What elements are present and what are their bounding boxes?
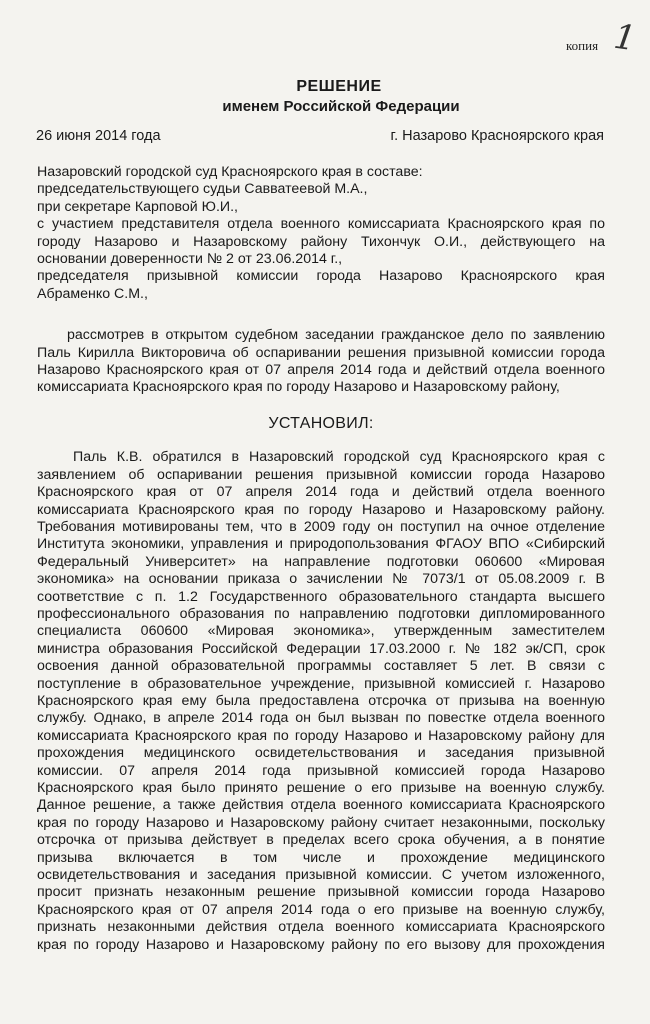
text-line: просит признать незаконным решение призывной комиссии города Назарово [37, 884, 605, 901]
text-line: признать незаконными действия отдела военного комиссариата Красноярского [37, 919, 605, 936]
text-line: призыва включается в том числе и прохождение медицинского [37, 849, 605, 866]
decision-place: г. Назарово Красноярского края [390, 128, 604, 144]
dateline [36, 128, 604, 144]
text-line: поступление в образовательное учреждение, призывной комиссией г. Назарово [37, 675, 605, 692]
text-line: председателя призывной комиссии города Назарово Красноярского края [37, 268, 605, 285]
text-line: основании доверенности № 2 от 23.06.2014 г., [37, 251, 343, 268]
text-line: службу. Однако, в апреле 2014 года он был вызван по повестке отдела военного [37, 710, 605, 727]
text-line: комиссариата Красноярского края по городу Назарово и Назаровскому району, [37, 379, 560, 396]
document-title [0, 78, 650, 115]
title-subtitle: именем Российской Федерации [222, 98, 460, 115]
text-line: Абраменко С.М., [37, 285, 148, 302]
text-line: городу Назарово и Назаровскому району Тихончук О.И., действующего на [37, 233, 605, 250]
title-main: РЕШЕНИЕ [296, 78, 382, 95]
text-line: Красноярского края от 07 апреля 2014 года о его призыве на военную службу, [37, 901, 605, 918]
text-line: экономика» на основании приказа о зачислении № 7073/1 от 05.08.2009 г. В [37, 571, 605, 588]
text-line: Назарово Красноярского края от 07 апреля 2014 года и действий отдела военного [37, 362, 605, 379]
text-line: Института экономики, управления и природопользования ФГАОУ ВПО «Сибирский [37, 536, 605, 553]
text-line: рассмотрев в открытом судебном заседании гражданское дело по заявлению [67, 327, 605, 344]
text-line: Паль К.В. обратился в Назаровский городской суд Красноярского края с [73, 449, 605, 466]
text-line: Федеральный Университет» на направление подготовки 060600 «Мировая [37, 553, 605, 570]
text-line: профессионального образования по направлению подготовки дипломированного [37, 605, 605, 622]
text-line: Данное решение, а также действия отдела военного комиссариата Красноярского [37, 797, 605, 814]
text-line: Назаровский городской суд Красноярского края в составе: [37, 164, 423, 180]
text-line: освоения данной образовательной программы составляет 5 лет. В связи с [37, 658, 605, 675]
text-line: министра образования Российской Федерации 17.03.2000 г. № 182 эк/СП, срок [37, 640, 605, 657]
text-line: заявлением об оспаривании решения призывной комиссии города Назарово [37, 466, 605, 483]
copy-stamp: копия [566, 38, 599, 53]
text-line: Требования мотивированы тем, что в 2009 году он поступил на очное отделение [37, 518, 605, 535]
decision-date: 26 июня 2014 года [36, 128, 161, 144]
text-line: отсрочка от призыва действует в пределах всего срока обучения, а в понятие [37, 832, 605, 849]
text-line: прохождения медицинского освидетельствования и заседания призывной [37, 745, 605, 762]
handwritten-page-number: 1 [611, 16, 639, 60]
text-line: с участием представителя отдела военного комиссариата Красноярского края по [37, 216, 605, 233]
text-line: при секретаре Карповой Ю.И., [37, 198, 239, 215]
text-line: Красноярского края от 07 апреля 2014 года и действий отдела военного [37, 484, 605, 501]
text-line: Красноярского края ему была предоставлена отсрочка от призыва на военную [37, 692, 605, 709]
text-line: председательствующего судьи Савватеевой М.А., [37, 181, 368, 198]
document-body [37, 164, 605, 954]
text-line: соответствие с п. 1.2 Государственного образовательного стандарта высшего [37, 588, 605, 605]
text-line: края по городу Назарово и Назаровскому району считает незаконными, поскольку [37, 814, 605, 831]
text-line: Красноярского края было принято решение о его призыве на военную службу. [37, 780, 605, 796]
court-composition [37, 164, 605, 303]
text-line: комиссариата Красноярского края по городу Назарово и Назаровскому району для [37, 727, 605, 744]
established-paragraph [37, 449, 605, 954]
text-line: края по городу Назарово и Назаровскому району по его вызову для прохождения [37, 936, 605, 953]
text-line: специалиста 060600 «Мировая экономика», утвержденным заместителем [37, 623, 605, 640]
section-heading: УСТАНОВИЛ: [268, 414, 374, 432]
text-line: комиссии. 07 апреля 2014 года призывной комиссией города Назарово [37, 762, 605, 779]
text-line: Паль Кирилла Викторовича об оспаривании решения призывной комиссии города [37, 344, 605, 361]
text-line: освидетельствования и заседания призывной комиссии. С учетом изложенного, [37, 867, 605, 884]
considered-paragraph [37, 327, 605, 397]
text-line: комиссариата Красноярского края по городу Назарово и Назаровскому району. [37, 501, 605, 518]
